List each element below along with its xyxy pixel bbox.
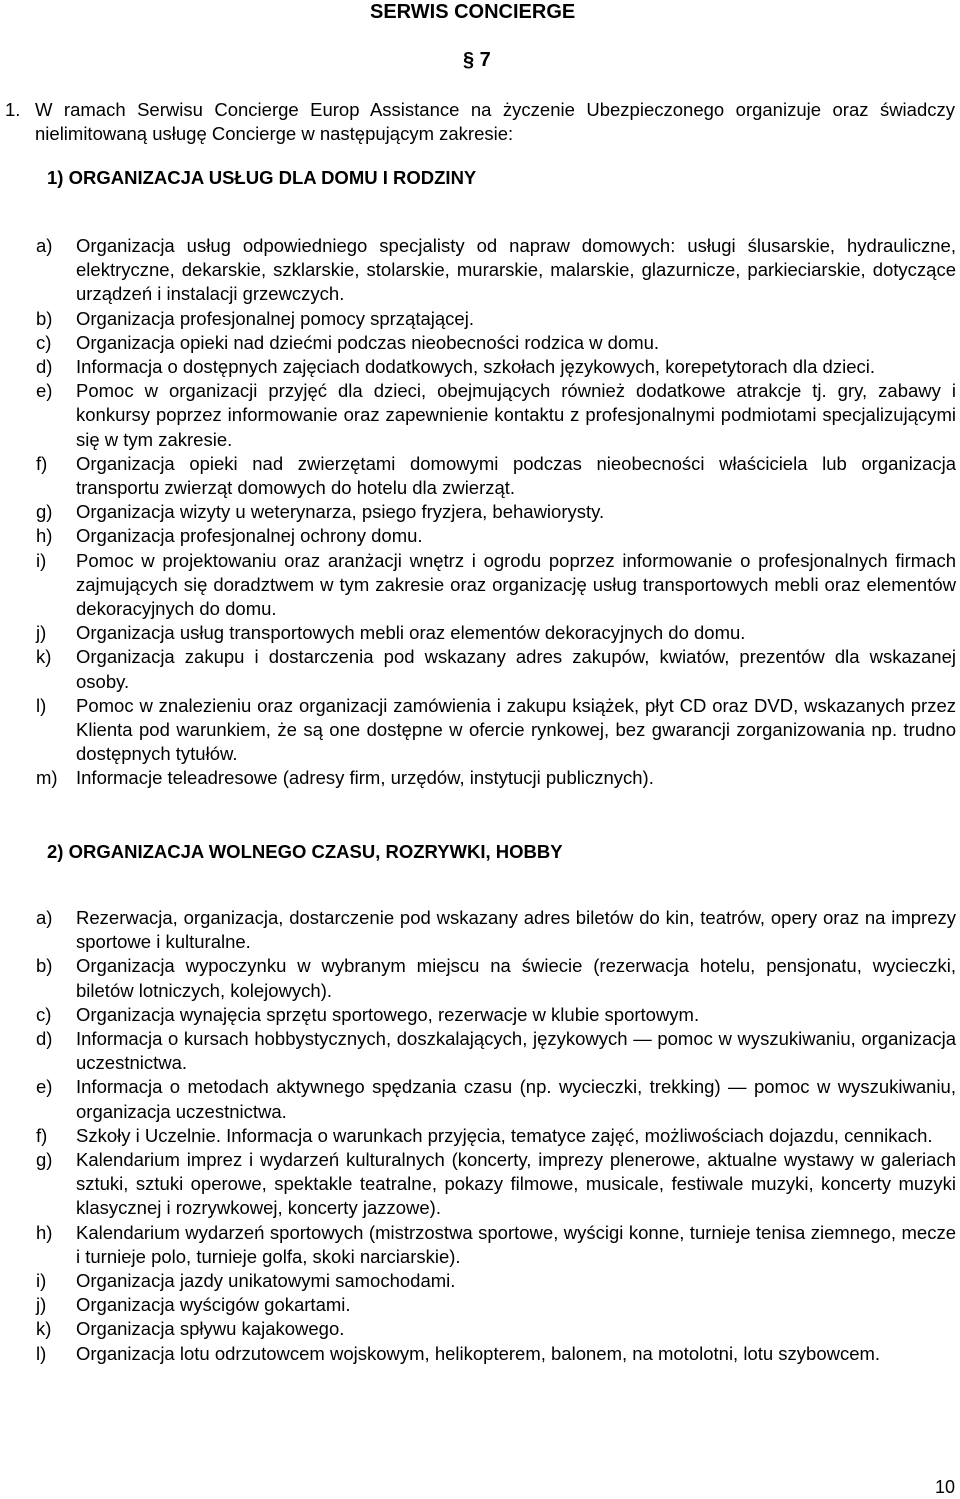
list-item-text: Informacja o kursach hobbystycznych, doszkalających, językowych — pomoc w wyszukiwaniu, organizacja uczestnictwa. xyxy=(76,1028,956,1074)
list-item xyxy=(36,331,956,355)
list-item-label: e) xyxy=(36,380,53,402)
list-item-label: d) xyxy=(36,1028,53,1050)
list-item xyxy=(36,549,956,622)
list-item xyxy=(36,524,956,548)
list-item-text: Pomoc w organizacji przyjęć dla dzieci, obejmujących również dodatkowe atrakcje tj. gry, zabawy i konkursy poprzez informowanie oraz zapewnienie kontaktu z profesjonalnymi podmiotami specjalizującymi się w tym zakresie. xyxy=(76,380,956,450)
list-item xyxy=(36,452,956,500)
list-item-text: Organizacja jazdy unikatowymi samochodami. xyxy=(76,1270,456,1292)
list-item-label: m) xyxy=(36,767,58,789)
list-item xyxy=(36,621,956,645)
list-item-text: Organizacja wizyty u weterynarza, psiego fryzjera, behawiorysty. xyxy=(76,501,605,523)
list-item-text: Rezerwacja, organizacja, dostarczenie pod wskazany adres biletów do kin, teatrów, opery oraz na imprezy sportowe i kulturalne. xyxy=(76,907,956,953)
list-item-text: Organizacja profesjonalnej ochrony domu. xyxy=(76,525,423,547)
section2-heading: 2) ORGANIZACJA WOLNEGO CZASU, ROZRYWKI, HOBBY xyxy=(47,841,563,862)
list-item xyxy=(36,500,956,524)
list-item xyxy=(36,1027,956,1075)
list-item-label: d) xyxy=(36,356,53,378)
list-item xyxy=(36,766,956,790)
list-item-label: f) xyxy=(36,452,48,474)
list-item-label: a) xyxy=(36,235,53,256)
list-item-label: i) xyxy=(36,549,47,571)
list-item-text: Organizacja usług odpowiedniego specjalisty od napraw domowych: usługi ślusarskie, hydrauliczne, elektryczne, dekarskie, szklarskie, stolarskie, murarskie, malarskie, glazurnicze, parkieciarskie, dotyczące urządzeń i instalacji grzewczych. xyxy=(76,235,956,305)
section2-list xyxy=(36,906,956,1366)
list-item-label: g) xyxy=(36,1149,53,1171)
list-item-label: b) xyxy=(36,307,53,329)
list-item-label: h) xyxy=(36,1221,53,1243)
list-item-text: Organizacja lotu odrzutowcem wojskowym, helikopterem, balonem, na motolotni, lotu szybowcem. xyxy=(76,1342,881,1364)
list-item xyxy=(36,234,956,307)
list-item-label: h) xyxy=(36,525,53,547)
page-number: 10 xyxy=(934,1477,955,1497)
list-item-label: c) xyxy=(36,331,52,353)
list-item-label: b) xyxy=(36,955,53,977)
list-item-text: Pomoc w projektowaniu oraz aranżacji wnętrz i ogrodu poprzez informowanie o profesjonalnych firmach zajmujących się doradztwem w tym zakresie oraz organizację usług transportowych mebli oraz elementów dekoracyjnych do domu. xyxy=(76,549,956,620)
list-item xyxy=(36,1003,956,1027)
list-item xyxy=(36,954,956,1002)
list-item-text: Organizacja opieki nad zwierzętami domowymi podczas nieobecności właściciela lub organizacja transportu zwierząt domowych do hotelu dla zwierząt. xyxy=(76,452,956,499)
section1-list xyxy=(36,234,956,791)
list-item xyxy=(36,1317,956,1341)
list-item-text: Informacja o dostępnych zajęciach dodatkowych, szkołach językowych, korepetytorach dla dzieci. xyxy=(76,356,875,378)
list-item xyxy=(36,1269,956,1293)
list-item xyxy=(36,379,956,452)
list-item-text: Informacje teleadresowe (adresy firm, urzędów, instytucji publicznych). xyxy=(76,767,654,789)
section1-heading: 1) ORGANIZACJA USŁUG DLA DOMU I RODZINY xyxy=(47,167,477,188)
list-item-label: i) xyxy=(36,1270,47,1292)
list-item xyxy=(36,1221,956,1269)
list-item-label: l) xyxy=(36,1342,47,1364)
list-item-label: k) xyxy=(36,1318,52,1340)
list-item-text: Informacja o metodach aktywnego spędzania czasu (np. wycieczki, trekking) — pomoc w wyszukiwaniu, organizacja uczestnictwa. xyxy=(76,1076,956,1122)
list-item-label: e) xyxy=(36,1076,53,1098)
list-item xyxy=(36,1342,956,1366)
list-item-text: Organizacja wyścigów gokartami. xyxy=(76,1294,351,1316)
list-item xyxy=(36,1075,956,1123)
list-item xyxy=(36,307,956,331)
list-item-text: Organizacja profesjonalnej pomocy sprzątającej. xyxy=(76,307,474,329)
list-item-text: Pomoc w znalezieniu oraz organizacji zamówienia i zakupu książek, płyt CD oraz DVD, wskazanych przez Klienta pod warunkiem, że są one dostępne w ofercie rynkowej, bez gwarancji zorganizowania np. trudno dostępnych tytułów. xyxy=(76,694,956,765)
intro-number: 1. xyxy=(5,99,21,120)
list-item xyxy=(36,1124,956,1148)
list-item xyxy=(36,694,956,767)
list-item-text: Organizacja opieki nad dziećmi podczas nieobecności rodzica w domu. xyxy=(76,331,660,353)
list-item xyxy=(36,906,956,954)
intro-paragraph xyxy=(5,98,955,146)
list-item-label: g) xyxy=(36,501,53,523)
list-item xyxy=(36,645,956,693)
document-title: SERWIS CONCIERGE xyxy=(370,1,576,23)
list-item-text: Organizacja usług transportowych mebli oraz elementów dekoracyjnych do domu. xyxy=(76,622,746,644)
list-item xyxy=(36,355,956,379)
list-item-text: Organizacja spływu kajakowego. xyxy=(76,1318,345,1340)
list-item-label: c) xyxy=(36,1003,52,1025)
intro-text: W ramach Serwisu Concierge Europ Assistance na życzenie Ubezpieczonego organizuje oraz świadczy nielimitowaną usługę Concierge w następującym zakresie: xyxy=(35,99,955,144)
list-item-text: Szkoły i Uczelnie. Informacja o warunkach przyjęcia, tematyce zajęć, możliwościach dojazdu, cennikach. xyxy=(76,1124,933,1146)
list-item-text: Kalendarium imprez i wydarzeń kulturalnych (koncerty, imprezy plenerowe, aktualne wystawy w galeriach sztuki, sztuki operowe, spektakle teatralne, pokazy filmowe, musicale, festiwale muzyki, koncerty muzyki klasycznej i rozrywkowej, koncerty jazzowe). xyxy=(76,1149,956,1219)
paragraph-symbol: § 7 xyxy=(463,49,491,71)
list-item-text: Kalendarium wydarzeń sportowych (mistrzostwa sportowe, wyścigi konne, turnieje tenisa ziemnego, mecze i turnieje polo, turnieje golfa, skoki narciarskie). xyxy=(76,1221,956,1267)
list-item-label: j) xyxy=(36,622,47,644)
list-item-text: Organizacja wynajęcia sprzętu sportowego, rezerwacje w klubie sportowym. xyxy=(76,1003,700,1025)
list-item-label: k) xyxy=(36,646,52,668)
list-item-label: f) xyxy=(36,1124,48,1146)
list-item-label: l) xyxy=(36,694,47,716)
list-item xyxy=(36,1148,956,1221)
list-item-label: a) xyxy=(36,907,53,928)
list-item-label: j) xyxy=(36,1294,47,1316)
list-item xyxy=(36,1293,956,1317)
list-item-text: Organizacja wypoczynku w wybranym miejscu na świecie (rezerwacja hotelu, pensjonatu, wycieczki, biletów lotniczych, kolejowych). xyxy=(76,955,956,1001)
list-item-text: Organizacja zakupu i dostarczenia pod wskazany adres zakupów, kwiatów, prezentów dla wskazanej osoby. xyxy=(76,646,956,692)
